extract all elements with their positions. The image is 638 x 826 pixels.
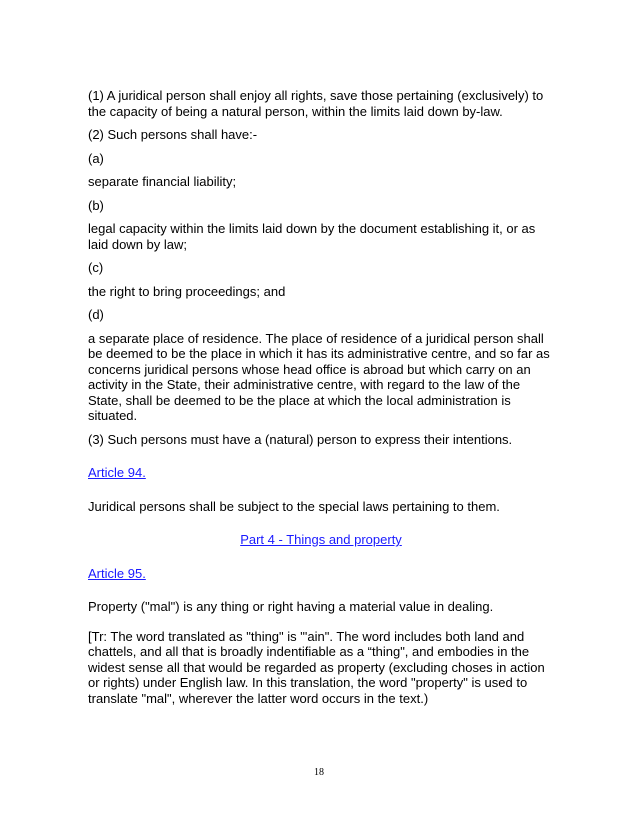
part-4-link[interactable]: Part 4 - Things and property <box>240 532 402 547</box>
translator-note: [Tr: The word translated as "thing" is "'ain". The word includes both land and chattels, and all that is broadly indentifiable as a “thing", and embodies in the widest sense all that would be regarded as property (excluding choses in action or rights) under English law. In this translation, the word "property" is used to translate "mal", wherever the latter word occurs in the text.) <box>88 628 545 706</box>
paragraph-2: (2) Such persons shall have:- <box>88 127 258 142</box>
paragraph-1: (1) A juridical person shall enjoy all rights, save those pertaining (exclusively) to the capacity of being a natural person, within the limits laid down by-law. <box>88 88 544 119</box>
paragraph-3: (3) Such persons must have a (natural) person to express their intentions. <box>88 431 513 447</box>
item-d-marker: (d) <box>88 307 104 322</box>
item-c-text: the right to bring proceedings; and <box>88 283 286 299</box>
item-c-marker: (c) <box>88 260 104 275</box>
document-page <box>88 88 554 706</box>
article-94-text: Juridical persons shall be subject to the special laws pertaining to them. <box>88 498 500 514</box>
article-94-link[interactable]: Article 94. <box>88 465 146 480</box>
item-b-marker: (b) <box>88 197 104 213</box>
item-b-text: legal capacity within the limits laid down by the document establishing it, or as laid down by law; <box>88 221 536 252</box>
page-number: 18 <box>314 767 324 778</box>
item-d-text: a separate place of residence. The place of residence of a juridical person shall be deemed to be the place in which it has its administrative centre, and so far as concerns juridical persons whose head office is abroad but which carry on an activity in the State, their administrative centre, with regard to the law of the State, shall be deemed to be the place at which the local administration is situated. <box>88 330 550 423</box>
article-95-link[interactable]: Article 95. <box>88 565 146 581</box>
item-a-marker: (a) <box>88 150 104 166</box>
item-a-text: separate financial liability; <box>88 174 237 189</box>
article-95-text: Property ("mal") is any thing or right having a material value in dealing. <box>88 599 494 614</box>
